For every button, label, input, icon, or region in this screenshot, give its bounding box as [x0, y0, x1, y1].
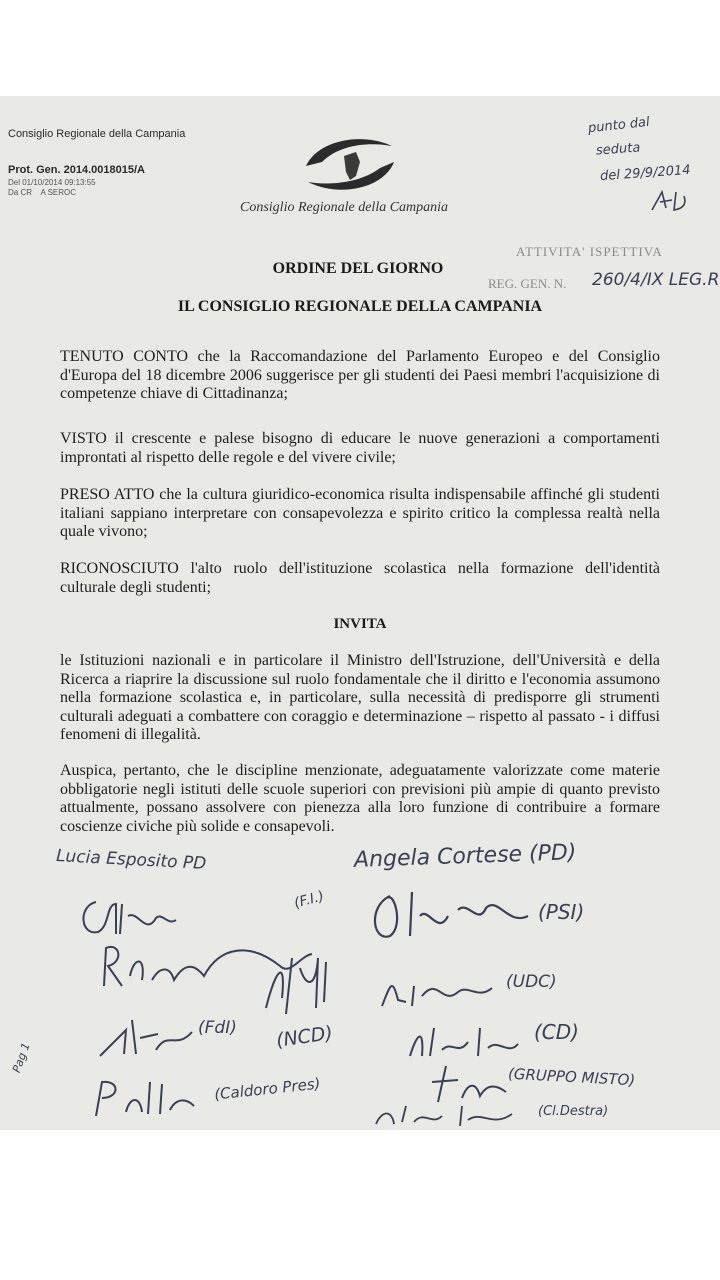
protocol-number: Prot. Gen. 2014.0018015/A	[8, 164, 145, 176]
stamp-reg-label: REG. GEN. N.	[488, 276, 567, 291]
paragraph-preso-atto: PRESO ATTO che la cultura giuridico-economica risulta indispensabile affinché gli studenti italiani sappiano interpretare con consapevolezza e spirito critico la complessa realtà nella quale vivono;	[60, 486, 660, 540]
margin-note: Pag 1	[10, 1041, 33, 1075]
paragraph-auspica: Auspica, pertanto, che le discipline menzionate, adeguatamente valorizzate come materie obbligatorie negli istituti delle scuole superiori con previsioni più ampie di quanto previsto attualmente, possano assolvere con pienezza alla loro funzione di contribuire a formare coscienze civiche più solide e consapevoli.	[60, 762, 660, 835]
inspection-stamp: ATTIVITA' ISPETTIVA	[516, 244, 663, 259]
document-title: ORDINE DEL GIORNO	[272, 260, 444, 277]
paragraph-riconosciuto: RICONOSCIUTO l'alto ruolo dell'istituzione scolastica nella formazione dell'identità culturale degli studenti;	[60, 560, 660, 596]
signature-party-caldoro: (Caldoro Pres)	[213, 1074, 322, 1104]
signature-esposito: Lucia Esposito PD	[55, 846, 207, 874]
handwritten-note-line2: seduta	[595, 140, 641, 159]
signature-scribble-destra	[372, 1100, 522, 1130]
handwritten-note-line3: del 29/9/2014	[599, 162, 692, 185]
signature-scribble-ncd	[256, 948, 346, 1023]
signature-scribble-caldoro	[90, 1076, 200, 1127]
paragraph-istituzioni: le Istituzioni nazionali e in particolare il Ministro dell'Istruzione, dell'Università e della Ricerca a riaprire la discussione sul ruolo fondamentale che il diritto e l'economia assumono nella formazione scolastica e, in particolare, sulla necessità di predisporre gli strumenti culturali adeguati a combattere con coraggio e determinazione – rispetto al passato - i diffusi fenomeni di illegalità.	[60, 652, 660, 743]
signature-party-ncd: (NCD)	[274, 1022, 335, 1052]
signature-party-misto: (GRUPPO MISTO)	[507, 1064, 636, 1090]
document-subtitle: IL CONSIGLIO REGIONALE DELLA CAMPANIA	[177, 298, 543, 315]
signature-party-psi: (PSI)	[538, 900, 585, 924]
handwritten-initials	[648, 188, 694, 219]
org-small-label: Consiglio Regionale della Campania	[8, 128, 186, 140]
signature-scribble-psi	[368, 886, 548, 951]
paragraph-tenuto-conto: TENUTO CONTO che la Raccomandazione del Parlamento Europeo e del Consiglio d'Europa del 18 dicembre 2006 suggerisce per gli studenti dei Paesi membri l'acquisizione di competenze chiave di Cittadinanza;	[60, 348, 660, 402]
signature-party-cd: (CD)	[534, 1020, 579, 1044]
signature-party-destra: (Cl.Destra)	[538, 1104, 609, 1119]
invita-heading: INVITA	[333, 616, 387, 632]
stamp-handwritten-number: 260/4/IX LEG.R	[592, 270, 720, 290]
signature-party-fdi: (FdI)	[198, 1018, 237, 1038]
protocol-date: Del 01/10/2014 09:13:55	[8, 178, 96, 187]
logo-caption: Consiglio Regionale della Campania	[240, 200, 449, 215]
paragraph-visto: VISTO il crescente e palese bisogno di educare le nuove generazioni a comportamenti improntati al rispetto delle regole e del vivere civile;	[60, 430, 660, 466]
signature-party-udc: (UDC)	[506, 972, 557, 992]
scanned-document	[0, 96, 720, 1130]
signature-party-fi: (F.I.)	[292, 888, 326, 912]
protocol-from: Da CR A SEROC	[8, 188, 77, 197]
signature-scribble-cd	[404, 1020, 524, 1065]
handwritten-note-line1: punto dal	[587, 114, 651, 137]
council-logo	[300, 132, 400, 196]
signature-scribble-udc	[378, 966, 498, 1017]
signature-cortese: Angela Cortese (PD)	[353, 840, 577, 873]
signature-scribble-fdi	[96, 1010, 206, 1065]
